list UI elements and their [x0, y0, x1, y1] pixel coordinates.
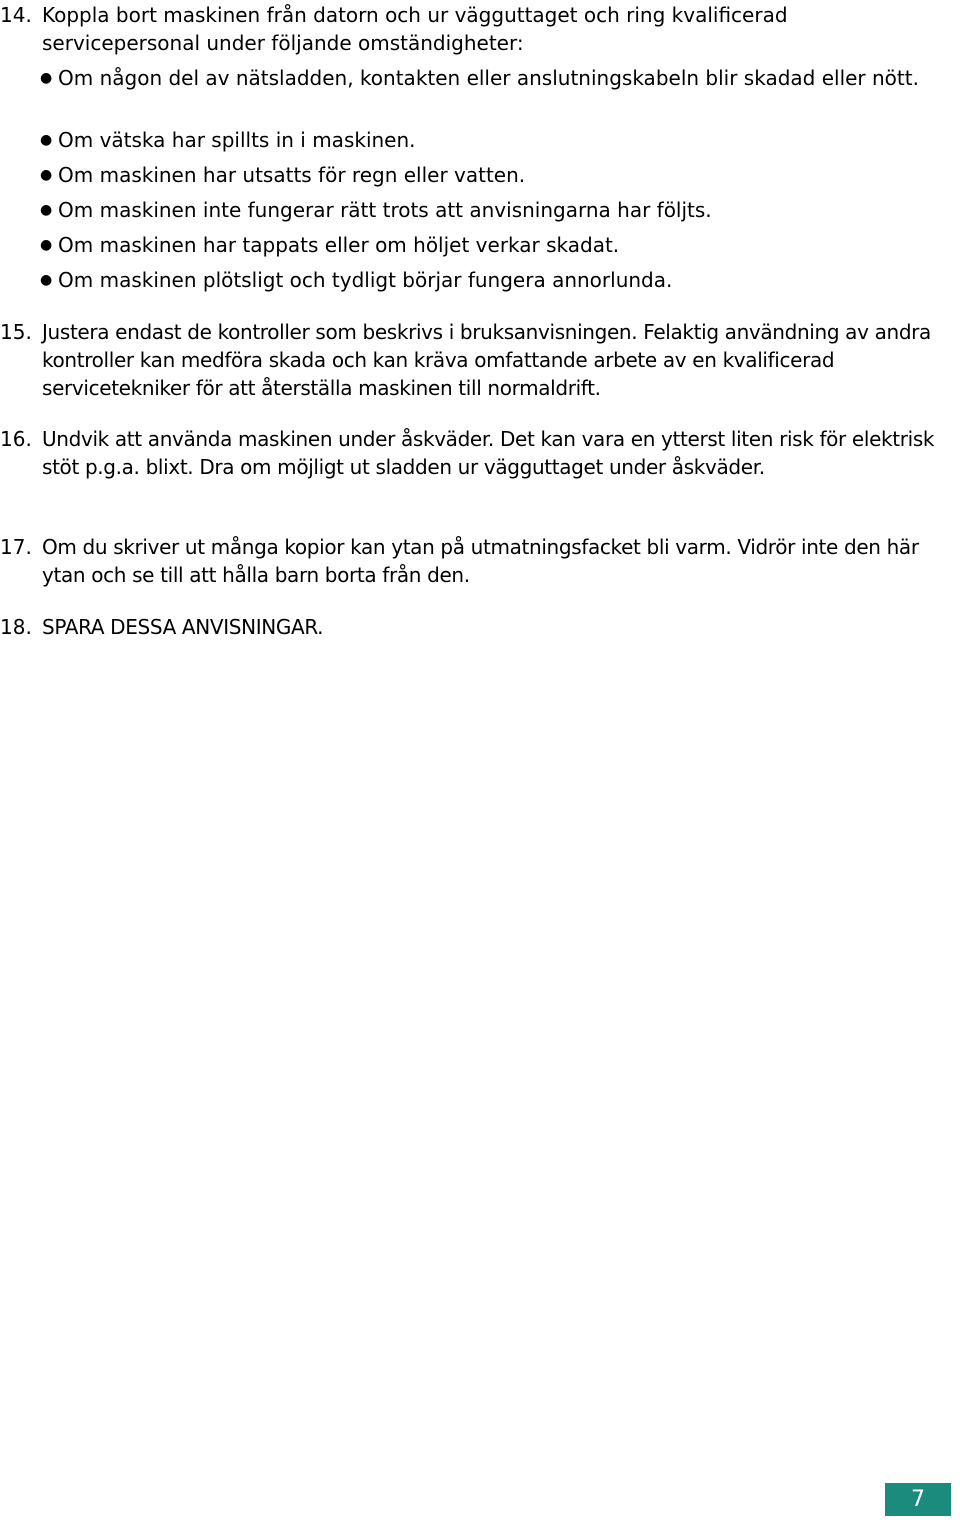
- bullet-icon: ●: [40, 272, 53, 288]
- bullet-text: Om maskinen har tappats eller om höljet verkar skadat.: [58, 233, 620, 257]
- list-item-16: [0, 425, 945, 481]
- bullet-icon: ●: [40, 70, 53, 86]
- bullet-text: Om maskinen inte fungerar rätt trots att anvisningarna har följts.: [58, 198, 712, 222]
- bullet-item: [40, 126, 940, 154]
- bullet-icon: ●: [40, 202, 53, 218]
- bullet-icon: ●: [40, 237, 53, 253]
- bullet-item: [40, 196, 940, 224]
- bullet-text: Om vätska har spillts in i maskinen.: [58, 128, 416, 152]
- item-number: 17.: [0, 535, 32, 559]
- bullet-item: [40, 161, 940, 189]
- page-number-badge: 7: [885, 1483, 951, 1516]
- list-item-15: [0, 318, 945, 402]
- bullet-item: [40, 266, 940, 294]
- list-item-18: [0, 613, 945, 641]
- bullet-text: Om någon del av nätsladden, kontakten eller anslutningskabeln blir skadad eller nött.: [58, 66, 919, 90]
- item-text: Undvik att använda maskinen under åskväder. Det kan vara en ytterst liten risk för elektrisk stöt p.g.a. blixt. Dra om möjligt ut sladden ur vägguttaget under åskväder.: [42, 427, 935, 479]
- item-text: Koppla bort maskinen från datorn och ur vägguttaget och ring kvalificerad servicepersonal under följande omständigheter:: [42, 3, 788, 55]
- item-text: Om du skriver ut många kopior kan ytan på utmatningsfacket bli varm. Vidrör inte den här ytan och se till att hålla barn borta från den.: [42, 535, 919, 587]
- bullet-icon: ●: [40, 132, 53, 148]
- bullet-text: Om maskinen plötsligt och tydligt börjar fungera annorlunda.: [58, 268, 673, 292]
- list-item-17: [0, 533, 945, 589]
- item-number: 15.: [0, 320, 32, 344]
- item-number: 18.: [0, 615, 32, 639]
- item-text: SPARA DESSA ANVISNINGAR.: [42, 615, 324, 639]
- list-item-14: [0, 1, 945, 57]
- item-number: 16.: [0, 427, 32, 451]
- item-number: 14.: [0, 3, 32, 27]
- item-text: Justera endast de kontroller som beskrivs i bruksanvisningen. Felaktig användning av andra kontroller kan medföra skada och kan kräva omfattande arbete av en kvalificerad servicetekniker för att återställa maskinen till normaldrift.: [42, 320, 931, 400]
- bullet-text: Om maskinen har utsatts för regn eller vatten.: [58, 163, 526, 187]
- bullet-item: [40, 64, 940, 92]
- bullet-item: [40, 231, 940, 259]
- bullet-icon: ●: [40, 167, 53, 183]
